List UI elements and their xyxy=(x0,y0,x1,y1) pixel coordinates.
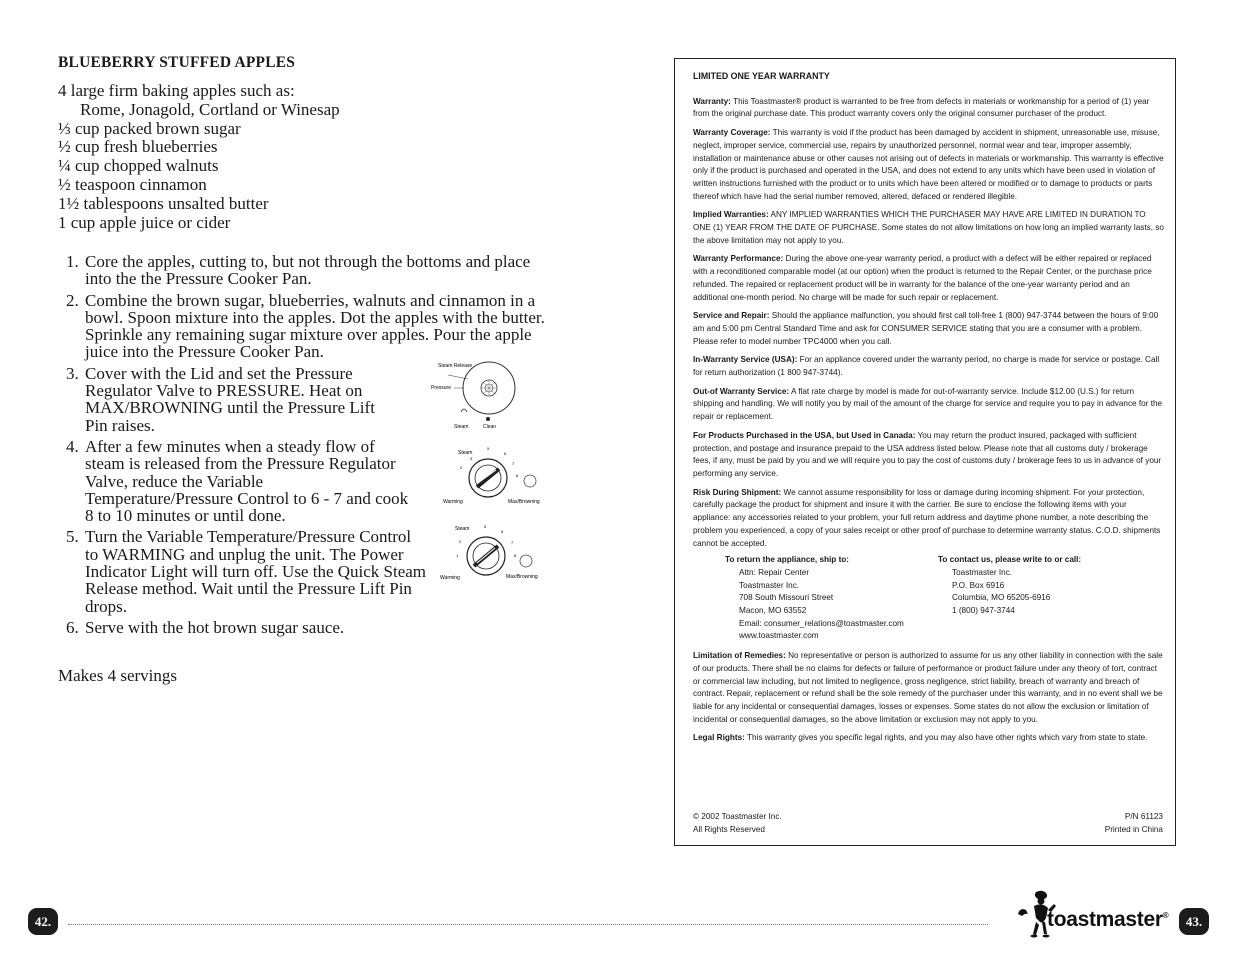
warranty-section xyxy=(693,354,1165,379)
website-link[interactable]: www.toastmaster.com xyxy=(739,631,819,641)
step-item xyxy=(58,619,558,636)
steam-label: Steam xyxy=(454,424,469,430)
return-address-heading: To return the appliance, ship to: xyxy=(725,555,850,565)
part-number: P/N 61123 xyxy=(1124,812,1163,821)
step-number: 1. xyxy=(66,252,79,271)
temperature-dial-diagram xyxy=(440,443,546,507)
warranty-section xyxy=(693,96,1165,121)
dial-number: 1 xyxy=(456,553,459,558)
step-text: Combine the brown sugar, blueberries, walnuts and cinnamon in a bowl. Spoon mixture into the apples. Dot the apples with the butter. Sprinkle any remaining sugar mixture over apples. Pour the apple juice into the Pressure Cooker Pan. xyxy=(85,290,545,362)
step-text: Turn the Variable Temperature/Pressure Control to WARMING and unplug the unit. The Power Indicator Light will turn off. Use the Quick Steam Release method. Wait until the Pressure Lift Pin drops. xyxy=(85,527,427,616)
step-number: 5. xyxy=(66,527,79,547)
address-line: Macon, MO 63552 xyxy=(739,606,807,616)
recipe-title: BLUEBERRY STUFFED APPLES xyxy=(58,54,296,71)
address-line: Columbia, MO 65205-6916 xyxy=(952,593,1051,603)
section-label: Warranty Coverage: xyxy=(693,128,771,138)
ingredient-item: 1 cup apple juice or cider xyxy=(58,212,231,232)
ingredient-item: 4 large firm baking apples such as: xyxy=(58,81,295,100)
section-label: Risk During Shipment: xyxy=(693,487,782,497)
dial-number: 3 xyxy=(470,456,473,461)
email-link[interactable]: Email: consumer_relations@toastmaster.com xyxy=(739,618,904,628)
step-number: 2. xyxy=(66,290,79,310)
clean-label: Clean xyxy=(483,424,497,430)
address-line: P.O. Box 6916 xyxy=(952,580,1005,590)
step-text: Serve with the hot brown sugar sauce. xyxy=(85,617,345,637)
section-label: For Products Purchased in the USA, but Used in Canada: xyxy=(693,430,916,440)
warming-label: Warming xyxy=(440,575,460,581)
section-text: This warranty gives you specific legal rights, and you may also have other rights which vary from state to state. xyxy=(744,733,1148,743)
section-text: You may return the product insured, packaged with sufficient protection, and postage and insurance prepaid to the USA address listed below. Please note that all customs duty / brokerage fees, if any, must be paid by you and we will require you to pay the cost of customs duty / brokerage fees to us in advance of your performing any service. xyxy=(693,430,1162,478)
dial-number: 8 xyxy=(516,473,519,478)
return-address xyxy=(725,554,904,643)
ingredient-item: ½ cup fresh blueberries xyxy=(58,137,218,157)
dial-number: 8 xyxy=(514,553,517,558)
copyright: © 2002 Toastmaster Inc. xyxy=(693,812,782,821)
brand-wordmark xyxy=(1047,908,1168,932)
page-number-right: 43. xyxy=(1179,908,1209,935)
rights-reserved: All Rights Reserved xyxy=(693,824,765,834)
section-text: A flat rate charge by model is made for out-of-warranty service. Include $12.00 (U.S.) for return shipping and handling. We will notify you by mail of the amount of the charge for service and require you to pay in advance for the repair or replacement. xyxy=(693,386,1163,422)
ingredient-item: Rome, Jonagold, Cortland or Winesap xyxy=(80,99,340,119)
warranty-title: LIMITED ONE YEAR WARRANTY xyxy=(693,71,830,81)
section-text: This warranty is void if the product has been damaged by accident in shipment, unreasonable use, misuse, neglect, improper service, commercial use, repairs by unauthorized personnel, normal wear and tear, improper assembly, installation or maintenance abuse or other causes not arising out of defects in materials or workmanship. This warranty is effective only if the product is purchased and operated in the USA, and does not extend to any units which have been used in violation of written instructions furnished with the product or to units which have been altered or modified or to damage to products or parts thereof which have had the serial number removed, altered, defaced or rendered illegible. xyxy=(693,128,1164,201)
section-label: Limitation of Remedies: xyxy=(693,651,786,661)
dial-number: 7 xyxy=(511,540,514,545)
max-browning-label: Max/Browning xyxy=(506,574,538,580)
section-label: Out-of Warranty Service: xyxy=(693,386,790,396)
section-label: In-Warranty Service (USA): xyxy=(693,355,798,365)
pressure-label: Pressure xyxy=(431,385,452,391)
section-label: Service and Repair: xyxy=(693,311,770,321)
dial-number: 7 xyxy=(512,461,515,466)
temperature-dial-diagram xyxy=(438,521,544,585)
warranty-section xyxy=(693,310,1165,348)
step-number: 3. xyxy=(66,363,79,383)
section-text: Should the appliance malfunction, you should first call toll-free 1 (800) 947-3744 between the hours of 9:00 am and 5:00 pm Central Standard Time and ask for CONSUMER SERVICE stating that you are a consumer with a problem. Please refer to model number TPC4000 when you call. xyxy=(693,311,1159,346)
warming-label: Warming xyxy=(443,499,463,505)
ingredient-item: ¼ cup chopped walnuts xyxy=(58,156,219,176)
ingredient-item: ½ teaspoon cinnamon xyxy=(58,174,207,194)
footer-divider xyxy=(68,924,988,925)
dial-number: 5 xyxy=(487,446,490,451)
address-line: Attn: Repair Center xyxy=(739,567,810,577)
step-text: After a few minutes when a steady flow of steam is released from the Pressure Regulator Valve, reduce the Variable Temperature/Pressure Control to 6 - 7 and cook 8 to 10 minutes or until done. xyxy=(85,436,409,526)
dial-number: 6 xyxy=(501,529,504,534)
dial-number: 2 xyxy=(459,539,462,544)
step-text: Core the apples, cutting to, but not through the bottoms and place into the the Pressure Cooker Pan. xyxy=(85,252,531,289)
warranty-section xyxy=(693,430,1165,481)
warranty-section xyxy=(693,487,1165,551)
recipe-yield: Makes 4 servings xyxy=(58,666,177,685)
dial-number: 6 xyxy=(504,451,507,456)
warranty-section xyxy=(693,127,1165,203)
section-text: For an appliance covered under the warranty period, no charge is made for service or postage. Call for return authorization (1 800 947-3744). xyxy=(693,355,1160,378)
section-label: Warranty: xyxy=(693,96,731,106)
warranty-section xyxy=(693,650,1165,726)
warranty-box xyxy=(674,58,1176,846)
address-line: Toastmaster Inc. xyxy=(739,580,800,590)
warranty-section xyxy=(693,209,1165,247)
section-text: This Toastmaster® product is warranted to be free from defects in materials or workmanship for a period of (1) year from the original purchase date. This product warranty covers only the original consumer purchaser of the product. xyxy=(693,96,1150,119)
address-line: Toastmaster Inc. xyxy=(952,567,1013,577)
warranty-section xyxy=(693,253,1165,304)
warranty-section xyxy=(693,732,1165,745)
step-text: Cover with the Lid and set the Pressure Regulator Valve to PRESSURE. Heat on MAX/BROWNING until the Pressure Lift Pin raises. xyxy=(85,363,375,435)
step-number: 6. xyxy=(66,617,79,637)
section-label: Implied Warranties: xyxy=(693,210,769,220)
phone-number: 1 (800) 947-3744 xyxy=(952,606,1015,616)
step-number: 4. xyxy=(66,436,79,456)
step-item xyxy=(58,253,558,288)
steam-label: Steam xyxy=(458,450,473,456)
section-text: During the above one-year warranty period, a product with a defect will be either repaired or replaced with a reconditioned comparable model (at our option) when the product is returned to the Repair Center, or the purchase price refunded. The repaired or replacement product will be in warranty for the balance of the one-year warranty period and an additional one-month period. No charge will be made for such repair or replacement. xyxy=(693,254,1152,302)
steam-release-label: Steam Release xyxy=(438,363,473,369)
dial-number: 5 xyxy=(484,524,487,529)
ingredient-list xyxy=(58,82,340,232)
section-text: ANY IMPLIED WARRANTIES WHICH THE PURCHASER MAY HAVE ARE LIMITED IN DURATION TO ONE (1) YEAR FROM THE DATE OF PURCHASE. Some states do not allow limitations on how long an implied warranty lasts, so the above limitation may not apply to you. xyxy=(693,210,1164,245)
page-number-left: 42. xyxy=(28,908,58,935)
printed-in: Printed in China xyxy=(1104,824,1163,834)
contact-address xyxy=(938,554,1081,618)
steam-label: Steam xyxy=(455,526,470,532)
address-line: 708 South Missouri Street xyxy=(739,593,834,603)
warranty-section xyxy=(693,386,1165,424)
section-text: No representative or person is authorized to assume for us any other liability in connection with the sale of our products. There shall be no claims for defects or failure of performance or product failure under any theory of tort, contract or commercial law including, but not limited to negligence, gross negligence, strict liability, breach of warranty and breach of contract. Repair, replacement or refund shall be the sole remedy of the purchaser under this warranty, and in no event shall we be liable for any incidental or consequential damages, losses or expenses. Some states do not allow the exclusion or limitation of incidental or consequential damages, so the above limitation or exclusion may not apply to you. xyxy=(693,651,1163,724)
section-label: Warranty Performance: xyxy=(693,254,784,264)
ingredient-item: 1½ tablespoons unsalted butter xyxy=(58,193,269,213)
pressure-valve-diagram xyxy=(428,358,528,432)
section-text: We cannot assume responsibility for loss or damage during incoming shipment. For your protection, carefully package the product for shipment and insure it with the carrier. Be sure to enclose the following items with your appliance: any accessories related to your problem, your full return address and daytime phone number, a note describing the problem you experienced, a copy of your sales receipt or other proof of purchase to determine warranty status. C.O.D. shipments cannot be accepted. xyxy=(693,487,1161,548)
step-item xyxy=(58,292,558,361)
max-browning-label: Max/Browning xyxy=(508,499,540,505)
ingredient-item: ⅓ cup packed brown sugar xyxy=(58,118,241,138)
address-block xyxy=(693,554,1165,646)
dial-number: 2 xyxy=(460,465,463,470)
contact-heading: To contact us, please write to or call: xyxy=(938,555,1082,565)
registered-mark: ® xyxy=(1162,911,1169,920)
brand-name: toastmaster xyxy=(1047,908,1163,931)
section-label: Legal Rights: xyxy=(693,733,745,743)
